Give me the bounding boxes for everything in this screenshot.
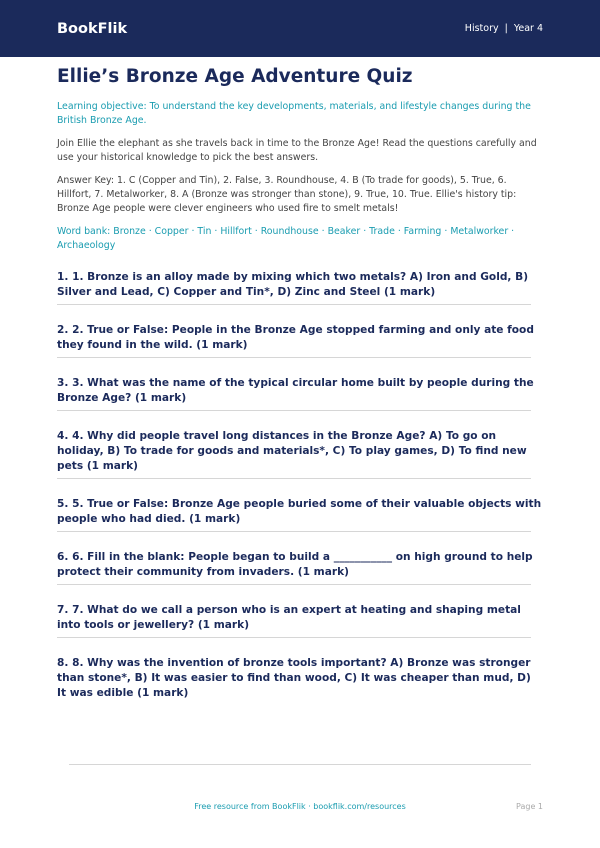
section-divider xyxy=(69,764,531,765)
intro-text: Join Ellie the elephant as she travels back in time to the Bronze Age! Read the questions carefully and use your historical knowledge to pick the best answers. xyxy=(57,138,537,163)
answer-line[interactable] xyxy=(57,584,531,585)
question-text: 2. 2. True or False: People in the Bronze Age stopped farming and only ate food they found in the wild. (1 mark) xyxy=(57,324,534,351)
question-item xyxy=(57,429,543,479)
question-text: 3. 3. What was the name of the typical circular home built by people during the Bronze Age? (1 mark) xyxy=(57,377,534,404)
page-title: Ellie’s Bronze Age Adventure Quiz xyxy=(57,66,413,87)
learning-objective: Learning objective: To understand the key developments, materials, and lifestyle changes during the British Bronze Age. xyxy=(57,101,531,126)
answer-line[interactable] xyxy=(57,304,531,305)
question-item xyxy=(57,270,543,305)
brand-logo[interactable]: BookFlik xyxy=(57,20,128,37)
question-text: 6. 6. Fill in the blank: People began to build a ___________ on high ground to help protect their community from invaders. (1 mark) xyxy=(57,551,533,578)
question-text: 4. 4. Why did people travel long distances in the Bronze Age? A) To go on holiday, B) To trade for goods and materials*, C) To play games, D) To find new pets (1 mark) xyxy=(57,430,527,472)
header-meta xyxy=(465,23,543,34)
word-bank: Word bank: Bronze · Copper · Tin · Hillfort · Roundhouse · Beaker · Trade · Farming · Metalworker · Archaeology xyxy=(57,226,515,251)
footer-link[interactable]: Free resource from BookFlik · bookflik.com/resources xyxy=(194,802,406,811)
meta-separator: | xyxy=(504,23,508,34)
question-item xyxy=(57,323,543,358)
question-text: 5. 5. True or False: Bronze Age people buried some of their valuable objects with people who had died. (1 mark) xyxy=(57,498,542,525)
page-number: Page 1 xyxy=(516,802,543,811)
worksheet-content xyxy=(57,66,543,701)
answer-line[interactable] xyxy=(57,637,531,638)
question-item xyxy=(57,550,543,585)
question-item xyxy=(57,376,543,411)
answer-line[interactable] xyxy=(57,531,531,532)
year-label: Year 4 xyxy=(513,23,543,34)
page-header xyxy=(0,0,600,57)
answer-line[interactable] xyxy=(57,357,531,358)
answer-line[interactable] xyxy=(57,478,531,479)
question-text: 7. 7. What do we call a person who is an expert at heating and shaping metal into tools or jewellery? (1 mark) xyxy=(57,604,521,631)
question-item xyxy=(57,497,543,532)
question-text: 1. 1. Bronze is an alloy made by mixing which two metals? A) Iron and Gold, B) Silver and Lead, C) Copper and Tin*, D) Zinc and Steel (1 mark) xyxy=(57,271,529,298)
question-item xyxy=(57,603,543,638)
question-text: 8. 8. Why was the invention of bronze tools important? A) Bronze was stronger than stone*, B) It was easier to find than wood, C) It was cheaper than mud, D) It was edible (1 mark) xyxy=(57,657,531,699)
question-list xyxy=(57,270,543,701)
answer-key: Answer Key: 1. C (Copper and Tin), 2. False, 3. Roundhouse, 4. B (To trade for goods), 5. True, 6. Hillfort, 7. Metalworker, 8. A (Bronze was stronger than stone), 9. True, 10. True. Ellie's history tip: Bronze Age people were clever engineers who used fire to smelt metals! xyxy=(57,175,517,214)
answer-line[interactable] xyxy=(57,410,531,411)
subject-label: History xyxy=(464,23,499,34)
question-item xyxy=(57,656,543,701)
